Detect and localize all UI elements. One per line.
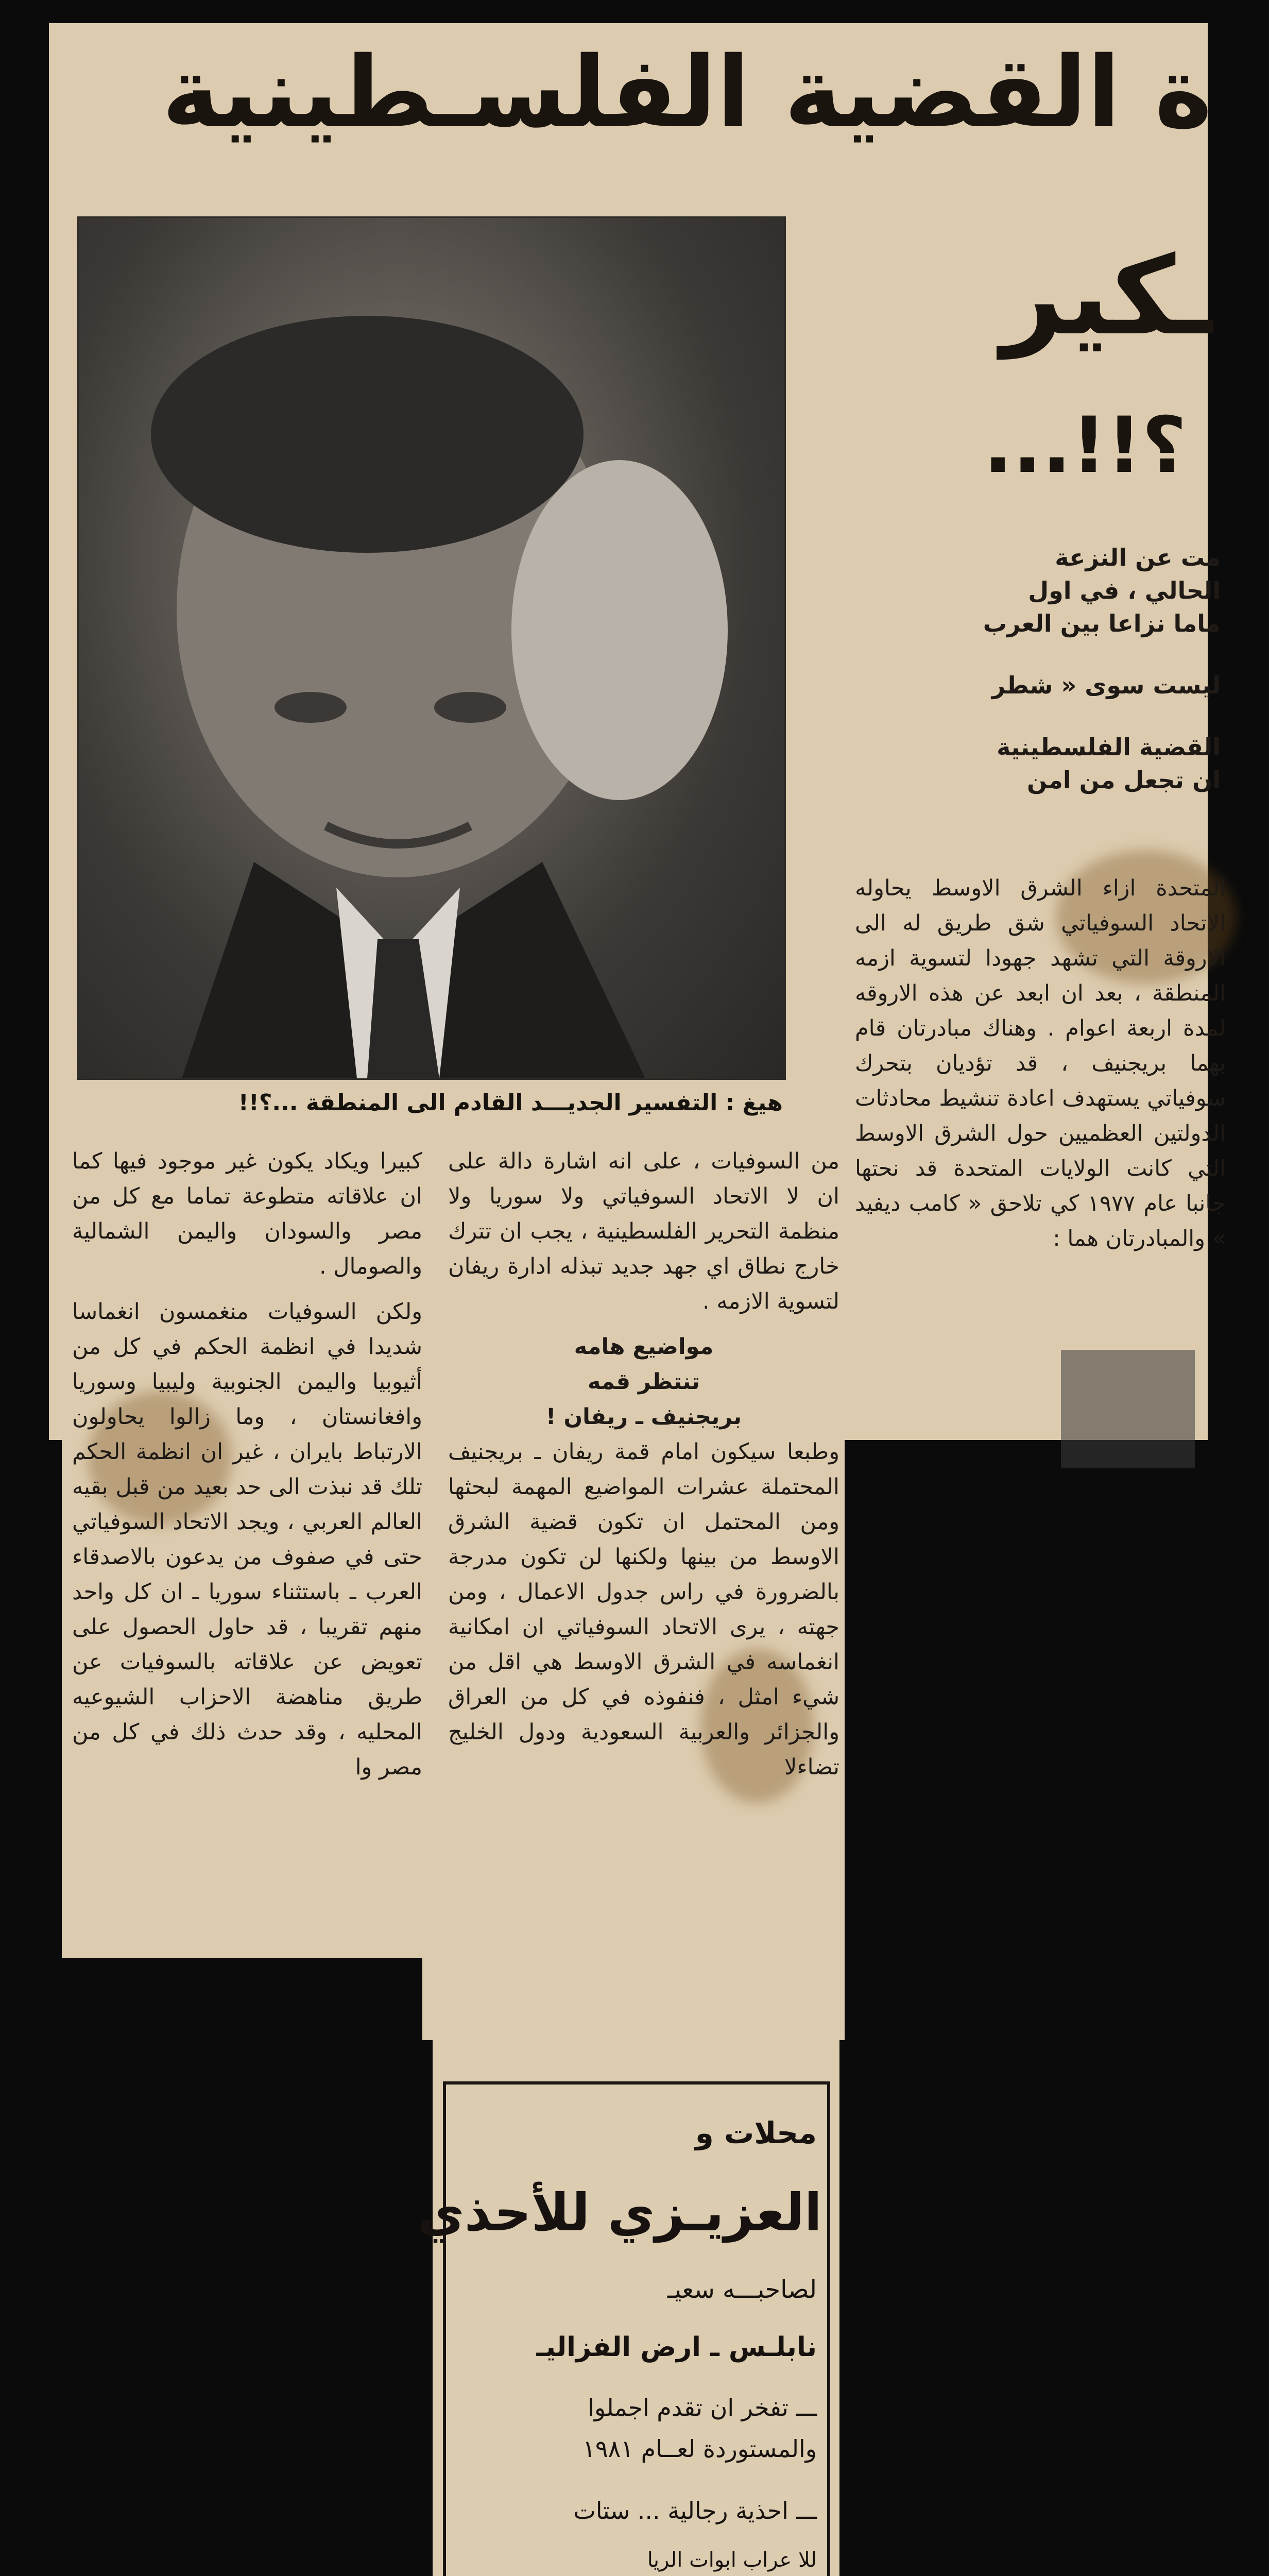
- ad-store-name: العزيـزي للأحذي: [417, 2182, 822, 2243]
- article-column-left: [72, 1144, 422, 1953]
- subheading: مواضيع هامه: [574, 1334, 714, 1360]
- column-paragraph: كبيرا ويكاد يكون غير موجود فيها كما ان علاقاته متطوعة تماما مع كل من مصر والسودان واليمن الشمالية والصومال .: [72, 1148, 422, 1279]
- column-paragraph: وطبعا سيكون امام قمة ريفان ـ بريجنيف المحتملة عشرات المواضيع المهمة لبحثها ومن المحتمل ان تكون قضية الشرق الاوسط من بينها ولكنها لن تكون مدرجة بالضرورة في راس جدول الاعمال ، ومن جهته ، يرى الاتحاد السوفياتي ان امكانية انغماسه في الشرق الاوسط هي اقل من شيء امثل ، فنفوذه في كل من العراق والجزائر والعربية السعودية ودول الخليج تضاءلا: [448, 1439, 839, 1780]
- ad-line-shops: محلات و: [695, 2115, 817, 2150]
- ad-line-footer: للا عراب ابوات الريا: [647, 2548, 817, 2572]
- intro-line: الحالي ، في اول: [1028, 577, 1221, 604]
- portrait-figure: [79, 218, 784, 1078]
- column-paragraph: المتحدة ازاء الشرق الاوسط يحاوله الاتحاد السوفياتي شق طريق له الى الاروقة التي تشهد جهودا لتسوية ازمه المنطقة ، بعد ان ابعد عن هذه الاروقه لمدة اربعة اعوام . وهناك مبادرتان قام بهما بريجنيف ، قد تؤديان بتحرك سوفياتي يستهدف اعادة تنشيط محادثات الدولتين العظميين حول الشرق الاوسط التي كانت الولايات المتحدة قد نحتها جانبا عام ١٩٧٧ كي تلاحق « كامب ديفيد » والمبادرتان هما :: [855, 875, 1226, 1251]
- subheading: بريجنيف ـ ريفان !: [545, 1404, 742, 1430]
- shoe-store-advertisement: [417, 2081, 830, 2576]
- ad-line-year: والمستوردة لعــام ١٩٨١: [582, 2435, 817, 2463]
- intro-line: ان تجعل من امن: [1026, 766, 1221, 794]
- intro-line: ليست سوى « شطر: [991, 671, 1221, 699]
- ad-line-offer: ـــ تفخر ان تقدم اجملوا: [588, 2394, 817, 2421]
- column-paragraph: من السوفيات ، على انه اشارة دالة على ان لا الاتحاد السوفياتي ولا سوريا ولا منظمة التحرير الفلسطينية ، يجب ان تترك خارج نطاق اي جهد جديد تبذله ادارة ريفان لتسوية الازمه .: [448, 1148, 839, 1314]
- intro-line: القضية الفلسطينية: [997, 733, 1221, 761]
- ad-line-shoes: ـــ احذية رجالية ... ستات: [573, 2497, 817, 2524]
- subheading: تنتظر قمه: [588, 1369, 700, 1395]
- article-column-middle: [448, 1144, 839, 2035]
- intro-bold-column: [958, 541, 1221, 860]
- column-paragraph: ولكن السوفيات منغمسون انغماسا شديدا في انظمة الحكم في كل من أثيوبيا واليمن الجنوبية وليبيا وسوريا وافغانستان ، وما زالوا يحاولون الارتباط بايران ، غير ان انظمة الحكم تلك قد نبذت الى حد بعيد من قبل بقيه العالم العربي ، ويجد الاتحاد السوفياتي حتى في صفوف من يدعون بالاصدقاء العرب ـ باستثناء سوريا ـ ان كل واحد منهم تقريبا ، قد حاول الحصول على تعويض عن علاقاته بالسوفيات عن طريق مناهضة الاحزاب الشيوعيه المحليه ، وقد حدث ذلك في كل من مصر وا: [72, 1299, 422, 1780]
- headline-line-1: ة القضية الفلسـطينية: [162, 36, 1212, 149]
- portrait-photo: [77, 216, 786, 1080]
- article-column-right: [855, 871, 1226, 1443]
- ad-line-owner: لصاحبـــه سعيـ: [667, 2275, 817, 2304]
- headline-line-3: ؟!!...: [983, 401, 1187, 490]
- intro-line: مت عن النزعة: [1055, 544, 1221, 571]
- ad-line-address: نابلـس ـ ارض الفزاليـ: [536, 2332, 817, 2363]
- photo-caption: هيغ : التفسير الجديـــد القادم الى المنطقة ...؟!!: [238, 1090, 783, 1116]
- intro-line: ماما نزاعا بين العرب: [983, 609, 1221, 637]
- headline-line-2: ـكير: [1001, 233, 1212, 359]
